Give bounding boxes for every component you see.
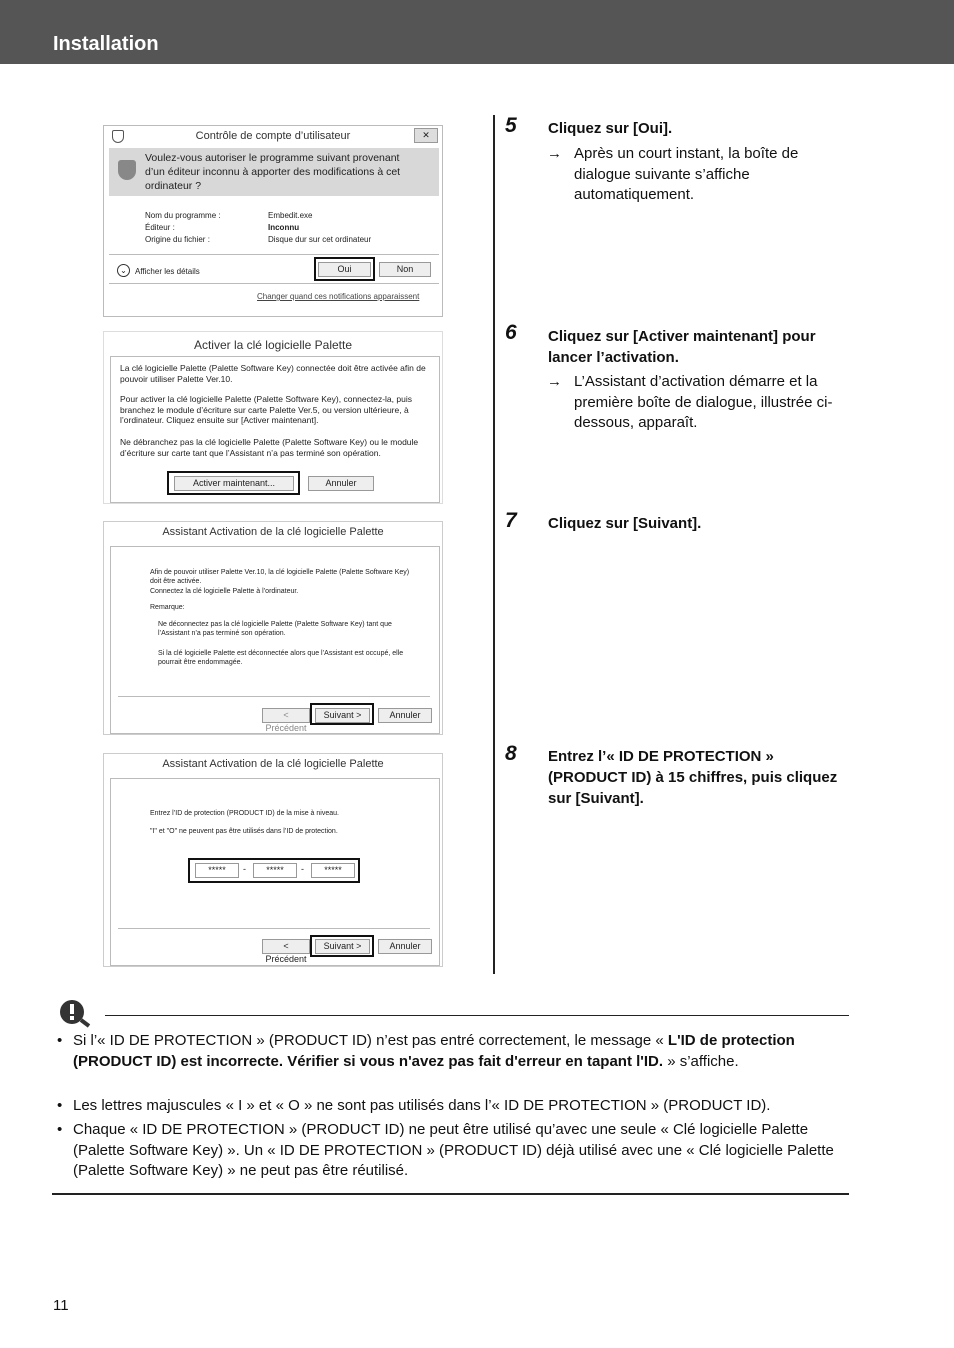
warning-shield-icon — [118, 160, 136, 180]
label-editor: Éditeur : — [145, 223, 175, 232]
label-program: Nom du programme : — [145, 211, 221, 220]
activate-now-button: Activer maintenant... — [174, 476, 294, 491]
wizard-1-cancel-button: Annuler — [378, 708, 432, 723]
note-1-bold: L'ID de protection (PRODUCT ID) est incorrecte. Vérifier si vous n'avez pas fait d'erreur en tapant l'ID. — [73, 1032, 795, 1070]
label-origin: Origine du fichier : — [145, 235, 210, 244]
note-item-1 — [73, 1031, 853, 1072]
wizard-1-paragraph: Afin de pouvoir utiliser Palette Ver.10, la clé logicielle Palette (Palette Software Key) doit être activée. — [150, 569, 410, 585]
step-5-arrow: → — [547, 145, 562, 162]
note-top-rule — [105, 1015, 849, 1016]
step-7-number: 7 — [505, 509, 517, 532]
note-bottom-rule — [52, 1193, 849, 1195]
show-details-link: Afficher les détails — [135, 267, 200, 276]
wizard-2-title: Assistant Activation de la clé logicielle Palette — [162, 758, 384, 770]
uac-question-line3: ordinateur ? — [145, 180, 202, 192]
step-8-number: 8 — [505, 742, 517, 765]
product-id-field-3: ***** — [311, 863, 355, 878]
value-origin: Disque dur sur cet ordinateur — [268, 235, 372, 244]
activate-paragraph-3: Ne débranchez pas la clé logicielle Palette (Palette Software Key) ou le module d’écriture sur carte tant que l’Assistant n’a pas terminé son opération. — [120, 437, 419, 458]
note-item-3: Chaque « ID DE PROTECTION » (PRODUCT ID) ne peut être utilisé qu’avec une seule « Clé logicielle Palette (Palette Software Key) ». Un « ID DE PROTECTION » (PRODUCT ID) déjà utilisé avec une « Clé logicielle Palette (Palette Software Key) » ne peut pas être réutilisé. — [73, 1121, 834, 1179]
no-button: Non — [379, 262, 431, 277]
activate-dialog-screenshot — [103, 331, 443, 504]
page-header — [0, 0, 954, 64]
note-bullet-3: • — [57, 1121, 63, 1138]
column-divider — [493, 115, 495, 974]
product-id-field-2: ***** — [253, 863, 297, 878]
activate-paragraph-1: La clé logicielle Palette (Palette Software Key) connectée doit être activée afin de pouvoir utiliser Palette Ver.10. — [120, 363, 426, 384]
wizard-1-title: Assistant Activation de la clé logicielle Palette — [162, 526, 384, 538]
change-notifications-link: Changer quand ces notifications apparaissent — [257, 292, 420, 301]
wizard-1-connect: Connectez la clé logicielle Palette à l’ordinateur. — [150, 588, 299, 595]
note-bullet-2: • — [57, 1097, 63, 1114]
close-icon: ✕ — [414, 128, 438, 143]
wizard-2-screenshot — [103, 753, 443, 967]
wizard-1-remark-2: Si la clé logicielle Palette est déconnectée alors que l’Assistant est occupé, elle pourrait être endommagée. — [158, 650, 404, 666]
note-item-2: Les lettres majuscules « I » et « O » ne sont pas utilisés dans l’« ID DE PROTECTION » (PRODUCT ID). — [73, 1097, 771, 1114]
wizard-2-note: "I" et "O" ne peuvent pas être utilisés dans l’ID de protection. — [150, 828, 338, 835]
wizard-1-prev-button: < Précédent — [262, 708, 310, 723]
wizard-2-prev-button: < Précédent — [262, 939, 310, 954]
yes-button: Oui — [318, 262, 371, 277]
uac-dialog-screenshot — [103, 125, 443, 317]
uac-title: Contrôle de compte d’utilisateur — [195, 130, 351, 142]
product-id-dash-2: - — [301, 864, 304, 874]
wizard-2-cancel-button: Annuler — [378, 939, 432, 954]
step-5-number: 5 — [505, 114, 517, 137]
activate-cancel-button: Annuler — [308, 476, 374, 491]
wizard-1-screenshot — [103, 521, 443, 735]
chevron-down-icon: ⌄ — [117, 264, 130, 277]
uac-question-line1: Voulez-vous autoriser le programme suivant provenant — [145, 152, 400, 164]
product-id-field-1: ***** — [195, 863, 239, 878]
wizard-2-next-button: Suivant > — [315, 939, 370, 954]
activate-paragraph-2: Pour activer la clé logicielle Palette (Palette Software Key), connectez-la, puis branchez le module d’écriture sur carte Palette Ver.5, ou version ultérieure, à l’ordinateur. Cliquez ensuite sur [Activer maintenant]. — [120, 394, 412, 425]
note-1-text-b: » s’affiche. — [663, 1052, 739, 1070]
step-8-title: Entrez l’« ID DE PROTECTION » (PRODUCT ID) à 15 chiffres, puis cliquez sur [Suivant]. — [548, 748, 838, 807]
uac-question-line2: d’un éditeur inconnu à apporter des modifications à cet — [145, 166, 401, 178]
wizard-1-remark-1: Ne déconnectez pas la clé logicielle Palette (Palette Software Key) tant que l’Assistant n’a pas terminé son opération. — [158, 621, 392, 637]
step-5-title: Cliquez sur [Oui]. — [548, 120, 673, 137]
important-note-icon — [59, 999, 91, 1027]
page-title: Installation — [53, 33, 159, 55]
value-editor: Inconnu — [268, 223, 300, 232]
step-6-result: L’Assistant d’activation démarre et la première boîte de dialogue, illustrée ci-dessous, apparaît. — [574, 373, 833, 431]
page-number: 11 — [53, 1297, 69, 1314]
note-1-text-a: Si l’« ID DE PROTECTION » (PRODUCT ID) n’est pas entré correctement, le message « — [73, 1032, 668, 1049]
step-6-number: 6 — [505, 321, 517, 344]
step-6-title: Cliquez sur [Activer maintenant] pour lancer l’activation. — [548, 328, 816, 366]
wizard-2-instruction: Entrez l’ID de protection (PRODUCT ID) de la mise à niveau. — [150, 810, 339, 817]
product-id-dash-1: - — [243, 864, 246, 874]
note-bullet-1: • — [57, 1032, 63, 1049]
wizard-1-remark: Remarque: — [150, 604, 185, 611]
wizard-1-next-button: Suivant > — [315, 708, 370, 723]
step-7-title: Cliquez sur [Suivant]. — [548, 515, 702, 532]
activate-title: Activer la clé logicielle Palette — [193, 338, 353, 352]
step-6-arrow: → — [547, 373, 562, 390]
value-program: Embedit.exe — [268, 211, 313, 220]
step-5-result: Après un court instant, la boîte de dialogue suivante s’affiche automatiquement. — [574, 145, 799, 203]
